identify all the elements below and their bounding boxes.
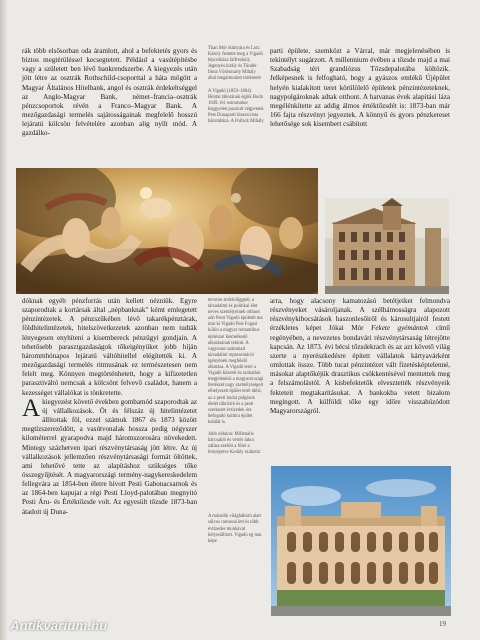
paragraph	[270, 297, 450, 416]
drop-cap: A	[22, 394, 41, 422]
page-number: 19	[439, 620, 446, 628]
caption: A Vigadó (1859–1864). Hentai táborának égjük Buda 1849. évi ostromakor keggyelen pusztult végpvetek Pest Dunaparti klasszicista hárombáza. A Pollack Mihály	[208, 88, 264, 125]
column-right-bottom	[270, 297, 450, 416]
paragraph	[22, 394, 197, 517]
watermark: Antikvarium.hu	[10, 618, 108, 633]
column-left-top	[22, 47, 197, 139]
paragraph-text: című regényében, a nevezetes bondavári részvénytársaság létrejötte kapcsán. Az 1873. évi bécsi tőzsdekrach és az azt követő világ szerte a nyerészkedésre épített vállalatok kártyavárként omlottak össze. Több tucat pénzintézet vált fizetésképtelenné, másokat alaptőkéjük drasztikus csökkentésével mentettek meg a felszámolástól. A kisbefektetők elvesztették részvényeik fekteteit megtakarításukat. A bankokba vetett bizalom megingott. A külföldi tőke egy időre visszahúzódott Magyarországról.	[270, 324, 450, 415]
caption: Than Mór ikártyára és Lotz Károly festette meg a Vigadó lépcsőháza falfreskóit; Jegenyés király és Tündér Ilona Vörösmarty Mihály által megálmodott történetét	[208, 46, 263, 82]
column-right-top	[270, 47, 450, 129]
caption: A második világháború alatt súlyos romossá lett és több évtizedes munkával helyreállított. Vigadó eg mai képe	[208, 514, 262, 544]
column-left-bottom	[22, 297, 197, 517]
sidebar-caption-top	[208, 46, 264, 131]
paragraph-text: kiegyezést követő években gombamód szaporodtak az új vállalkozások. Öt és félszáz új hitelintézetet állítottak föl, ezzel számuk 1867 és 1873 között megtízszereződött, a vasútvonalak hossza pedig négyszer kilométerrel gyarapodva majd háromszorosára növekedett. Mintegy százhetven ipari részvénytársaság jött létre. Az új vállalkozások jellemzően részvénytársasági formát öltöttek, ami lehetővé tette az alapításhoz szükséges tőke összegyűjtését. A magyarországi termény-nagykereskedelem fellegvára az 1854-ben életre hívott Pesti Gabonacsarnok és az 1864-ben kapujat a régi Pesti Lloyd-palotában megnyitó Pesti Áru- és Értéktőzsde volt. Az egyesült tőzsde 1873-ban átadott új Duna-	[22, 397, 197, 516]
book-title: Fekete gyémántok	[371, 324, 429, 333]
baroque-painting-image	[16, 168, 318, 294]
vigado-building-photo	[271, 466, 451, 616]
paragraph: parti épülete, szemközt a Várral, már megjelenésében is tekintélyt sugárzott. A millennium évében a tőzsde majd a mai Szabadság téri grandiózus Tőzsdepalotába költözik. Jelképesnek is felfogható, hogy a gyászos emlékű Újépület helyén kialakított teret körülölelő épületek pénzintézeteknek, nagypolgároknak adtak otthont. A hatvanas évek alapítási láza megélénkítette az addig álmos értéktőzsdét is: 1873-ban már 166 fajta részvényt jegyeztek. A könnyű és gyors pénzkereset lehetősége sok kisembert csábított	[270, 47, 450, 129]
paragraph-text: arra, hogy alacsony kamatozású betétjeiket felmondva részvényeket vásároljanak. A szélhámosságra alapozott részvénykibocsátások haszonlesőiről és károsultjairól festett érzékletes képet Jókai Mór	[270, 297, 450, 333]
sidebar-caption-bottom	[208, 298, 264, 551]
building-illustration	[325, 198, 449, 294]
caption: Jobb oldalon: Millenáris hárcsakló és vértés lakcs zálása ezelőtt a főtér a fenyégetve Kodály szakotár	[208, 431, 261, 456]
page-gutter	[0, 0, 8, 640]
caption: terveire stsfelelőggnél, a társadalmi és politikai élet neves személyeinek otthont adó Pesti Vigadó épületét ma már ki Vigadó Pest Fogasi külön a magyar romantikus építészet kiemelkedő alkotásának tekinti. A vagyonos számmalt társadalmi reprezentáció igényének megfelelő alkotása. A Vigadó terei a Vigadó közerét és szokatlan megjelenésű a magyarországi festészet nagy személyiségeit elhelyezett épület terét idézi, az a pesti budai polgárok életét tükrözik és a pesti szerkezet évtizedek óta befogadó kultúra épület halálát is.	[208, 298, 264, 425]
paragraph: dóknak egyéb pénzforrás után kellett nézniük. Egyre szaporodtak a kortársak által „népbanknak" kémt emlegetett pénzintézetek. A pénzszűkében lévő takarékpénztárak, földhitelintézetek, hitelszövetkezetek azonban nem tudták lényegesen enyhíteni a kisembereck pénzügyi gondjain. A tehetősebb parasztgazdaságok tőkeigényüket jobb híján hárommhónapos lejáratú váltóhitellel elégítették ki. A mezőgazdasági termelés ritmusának ez természetesen nem felelt meg. Könnyen megtörténhetett, hogy a kifizetetlen parasztiváltó nemcsak a kölcsönt felvevő családot, hanem a kezességet vállalókat is tönkretette.	[22, 297, 197, 397]
paragraph: rák több elsősorban oda áramlott, ahol a befektetés gyors és biztos megtérüléssel kecsegtetett. Például a vasútépítésbe vagy a született ben lévő bankrendszerbe. A kiegyezés után jött létre az osztrák Rothschild-csoporttal a háta mögött a Magyar Általános Hitelbank, angol és osztrák érdekeltséggel az Anglo-Magyar Bank, német–francia–osztrák pénzcsoportok révén a Franco–Magyar Bank. A mezőgazdasági termelés sajátosságainak megfelelő hosszú lejáratú kölcsön felvételére azonban alig nyílt mód. A gazdálko-	[22, 47, 197, 138]
